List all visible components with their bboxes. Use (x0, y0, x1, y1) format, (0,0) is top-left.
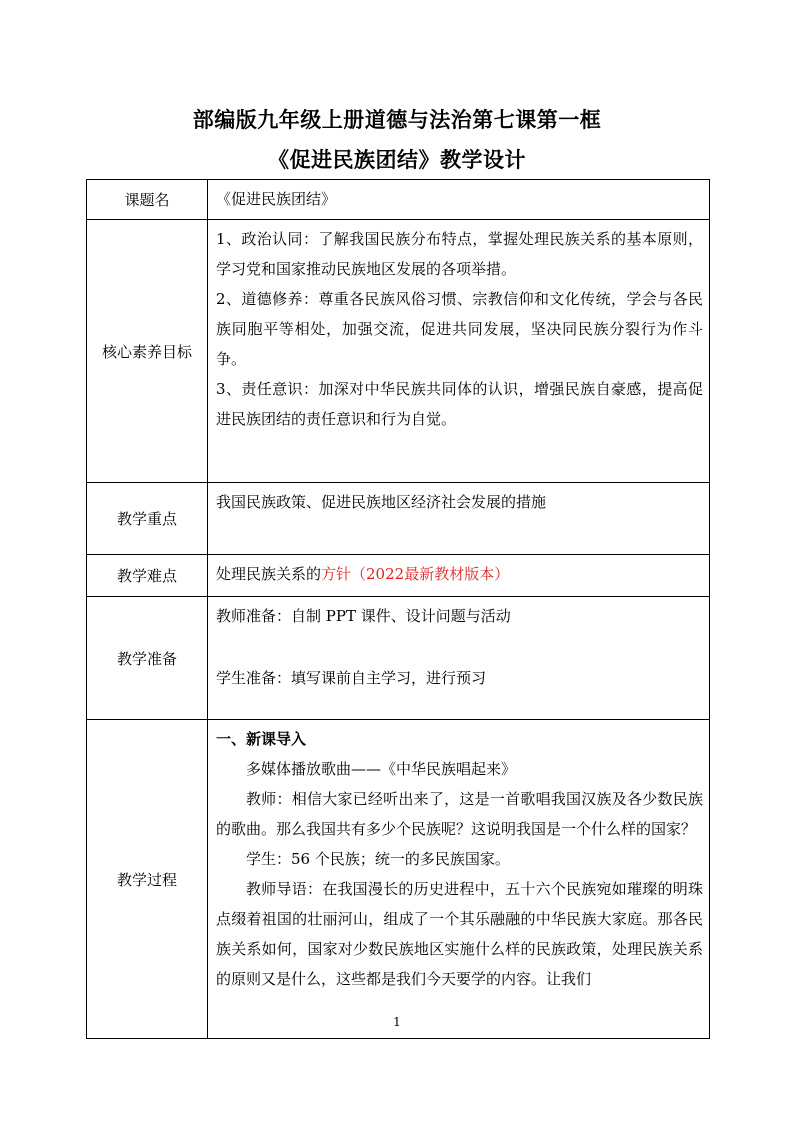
key-points-content (208, 483, 710, 555)
topic-text: 《促进民族团结》 (216, 190, 337, 208)
table-row-difficulty (87, 555, 710, 597)
teacher-preparation: 教师准备：自制 PPT 课件、设计问题与活动 (216, 607, 511, 625)
table-row-goals (87, 220, 710, 483)
process-paragraph: 教师：相信大家已经听出来了，这是一首歌唱我国汉族及各少数民族的歌曲。那么我国共有多少个民族呢？这说明我国是一个什么样的国家？ (216, 790, 703, 838)
goals-content (208, 220, 710, 483)
document-title-line1: 部编版九年级上册道德与法治第七课第一框 (192, 108, 602, 132)
difficulty-content (208, 555, 710, 597)
difficulty-text-main: 处理民族关系的 (216, 565, 322, 583)
preparation-label: 教学准备 (87, 597, 208, 720)
table-row-key-points (87, 483, 710, 555)
topic-label: 课题名 (87, 180, 208, 220)
process-paragraph: 教师导语：在我国漫长的历史进程中，五十六个民族宛如璀璨的明珠点缀着祖国的壮丽河山，组成了一个其乐融融的中华民族大家庭。那各民族关系如何，国家对少数民族地区实施什么样的民族政策，处理民族关系的原则又是什么，这些都是我们今天要学的内容。让我们 (216, 880, 703, 988)
process-label: 教学过程 (87, 720, 208, 1039)
difficulty-text-highlight: 方针（2022最新教材版本） (321, 565, 510, 583)
key-points-label: 教学重点 (87, 483, 208, 555)
preparation-content (208, 597, 710, 720)
table-row-preparation (87, 597, 710, 720)
key-points-text: 我国民族政策、促进民族地区经济社会发展的措施 (216, 493, 547, 511)
document-title-line2: 《促进民族团结》教学设计 (268, 148, 526, 172)
goal-item-2: 2、道德修养：尊重各民族风俗习惯、宗教信仰和文化传统，学会与各民族同胞平等相处，加强交流，促进共同发展，坚决同民族分裂行为作斗争。 (216, 290, 703, 368)
process-paragraph: 多媒体播放歌曲——《中华民族唱起来》 (246, 760, 517, 778)
goals-label: 核心素养目标 (87, 220, 208, 483)
process-content (208, 720, 710, 1039)
page-number: 1 (393, 1015, 401, 1029)
topic-value (208, 180, 710, 220)
student-preparation: 学生准备：填写课前自主学习，进行预习 (216, 669, 487, 687)
difficulty-label: 教学难点 (87, 555, 208, 597)
table-row-topic (87, 180, 710, 220)
table-row-process (87, 720, 710, 1039)
lesson-plan-table (86, 179, 710, 1039)
difficulty-text (216, 559, 703, 589)
process-paragraph: 学生：56 个民族；统一的多民族国家。 (246, 850, 510, 868)
process-section-heading: 一、新课导入 (216, 730, 307, 748)
goal-item-3: 3、责任意识：加深对中华民族共同体的认识，增强民族自豪感，提高促进民族团结的责任意识和行为自觉。 (216, 380, 703, 428)
goal-item-1: 1、政治认同：了解我国民族分布特点，掌握处理民族关系的基本原则，学习党和国家推动民族地区发展的各项举措。 (216, 230, 703, 278)
